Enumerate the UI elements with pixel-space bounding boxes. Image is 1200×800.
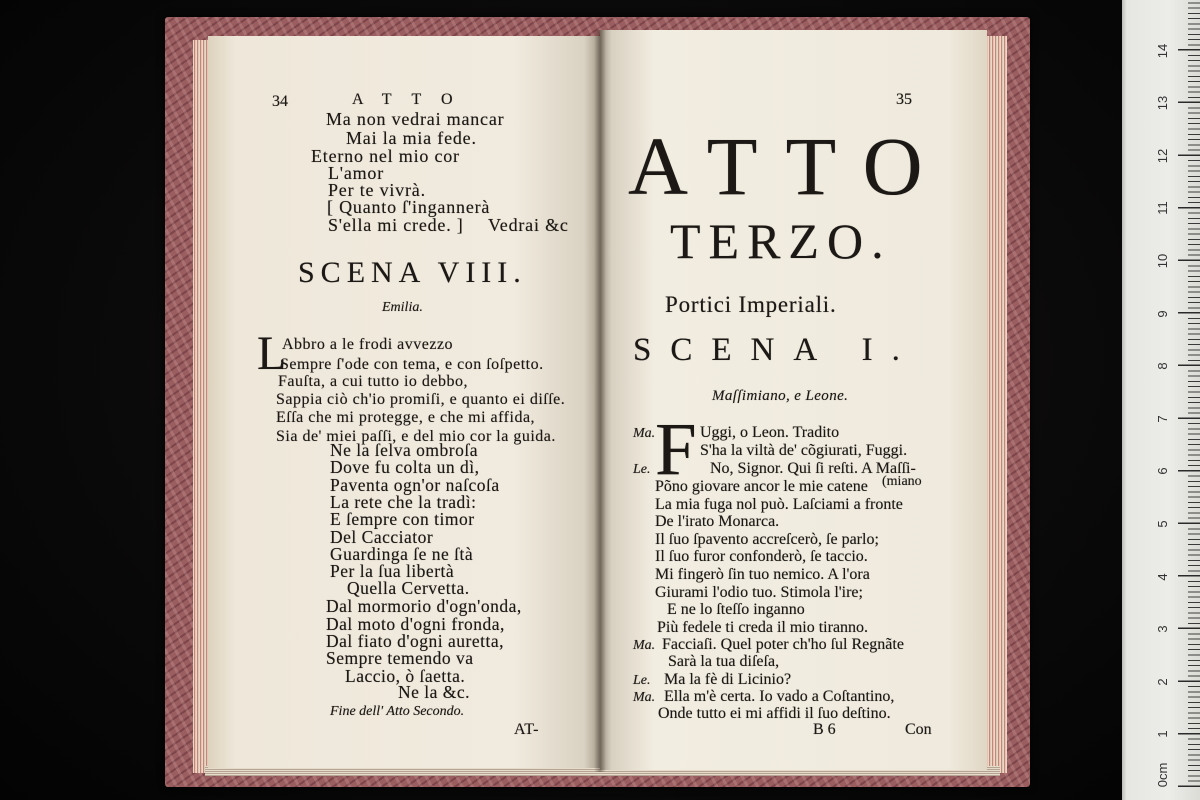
dialogue-line: Ella m'è certa. Io vado a Coſtantino, <box>664 688 895 705</box>
speaker-label: Le. <box>633 673 651 688</box>
recitative-line: Sappia ciò ch'io promiſi, e quanto ei diſſe. <box>276 391 566 408</box>
drop-cap: L <box>257 327 287 380</box>
aria-repeat-cue: Vedrai &c <box>488 215 569 235</box>
ruler-label: 6 <box>1155 467 1170 475</box>
ruler-label: 0cm <box>1155 762 1170 788</box>
dialogue-line: S'ha la viltà de' cõgiurati, Fuggi. <box>700 442 908 459</box>
aria-line: Dove fu colta un dì, <box>330 457 480 477</box>
act-title: ATTO <box>628 120 951 212</box>
running-head: ATTO <box>352 91 473 108</box>
dialogue-line: Giurami l'odio tuo. Stimola l'ire; <box>655 584 863 601</box>
recitative-line: Eſſa che mi protegge, e che mi affida, <box>276 409 536 426</box>
ruler-label: 14 <box>1155 43 1170 59</box>
aria-line: Dal moto d'ogni fronda, <box>326 614 505 634</box>
aria-line: Sempre temendo va <box>326 648 474 668</box>
page-number: 34 <box>272 93 288 110</box>
end-of-act-note: Fine dell' Atto Secondo. <box>330 704 465 719</box>
page-number: 35 <box>896 91 912 108</box>
recitative-line: Sempre ſ'ode con tema, e con ſoſpetto. <box>280 356 544 373</box>
aria-line: [ Quanto ſ'ingannerà <box>327 197 491 217</box>
aria-line: L'amor <box>328 163 385 183</box>
aria-line: E ſempre con timor <box>330 509 475 529</box>
dialogue-line: La mia fuga nol può. Laſciami a fronte <box>655 496 903 513</box>
character-name: Emilia. <box>382 300 423 315</box>
ruler-cm-ticks <box>1178 0 1200 787</box>
aria-line: Quella Cervetta. <box>347 578 470 598</box>
dialogue-line: No, Signor. Qui ſi reſti. A Maſſi- <box>710 460 916 477</box>
speaker-label: Ma. <box>633 426 656 441</box>
dialogue-line: Onde tutto ei mi affidi il ſuo deſtino. <box>658 705 891 722</box>
speaker-label: Ma. <box>633 638 656 653</box>
ruler-label: 12 <box>1155 148 1170 164</box>
scene-heading: SCENA I. <box>633 332 919 368</box>
aria-line: Guardinga ſe ne ſtà <box>330 544 474 564</box>
ruler-label: 3 <box>1155 625 1170 633</box>
aria-line: Laccio, ò ſaetta. <box>345 666 466 686</box>
catchword: AT- <box>514 721 539 738</box>
dialogue-line: Più fedele ti creda il mio tiranno. <box>657 619 869 636</box>
recitative-line: Sia de' miei paſſi, e del mio cor la guida. <box>276 428 556 445</box>
dialogue-line: Il ſuo ſpavento accreſcerò, ſe parlo; <box>655 531 879 548</box>
speaker-label: Ma. <box>633 690 656 705</box>
aria-line: Dal mormorio d'ogn'onda, <box>326 596 522 616</box>
ruler-label: 5 <box>1155 520 1170 528</box>
dialogue-line: Facciaſi. Quel poter ch'ho ſul Regnãte <box>662 636 904 653</box>
ruler-label: 8 <box>1155 362 1170 370</box>
aria-line: Ma non vedrai mancar <box>326 109 505 129</box>
aria-line: Dal fiato d'ogni auretta, <box>326 631 504 651</box>
aria-line: La rete che la tradì: <box>330 492 477 512</box>
aria-line: Del Cacciator <box>330 527 434 547</box>
aria-line: Per te vivrà. <box>328 180 426 200</box>
ruler-label: 11 <box>1155 201 1170 215</box>
aria-line: Mai la mia fede. <box>346 128 477 148</box>
aria-line: S'ella mi crede. ] <box>328 215 464 235</box>
word-overflow: (miano <box>882 474 922 489</box>
scene-setting: Portici Imperiali. <box>665 292 837 317</box>
speaker-label: Le. <box>633 462 651 477</box>
dialogue-line: Ma la fè di Licinio? <box>664 671 792 688</box>
dialogue-line: Mi fingerò ſin tuo nemico. A l'ora <box>655 566 870 583</box>
aria-line: Eterno nel mio cor <box>311 146 460 166</box>
drop-cap: F <box>655 408 697 491</box>
catchword: Con <box>905 721 932 738</box>
aria-line: Paventa ogn'or naſcoſa <box>330 475 500 495</box>
ruler-label: 4 <box>1155 573 1170 581</box>
dialogue-line: Sarà la tua diſeſa, <box>668 653 780 670</box>
character-list: Maſſimiano, e Leone. <box>712 388 849 404</box>
aria-line: Ne la ſelva ombroſa <box>330 440 478 460</box>
recitative-line: Abbro a le frodi avvezzo <box>282 336 454 353</box>
signature-mark: B 6 <box>813 721 836 738</box>
ruler-label: 9 <box>1155 310 1170 318</box>
ruler-label: 7 <box>1155 415 1170 423</box>
dialogue-line: De l'irato Monarca. <box>655 513 780 530</box>
dialogue-line: E ne lo ſteſſo inganno <box>667 601 805 618</box>
dialogue-line: Uggi, o Leon. Tradito <box>700 424 840 441</box>
aria-line: Per la ſua libertà <box>330 561 455 581</box>
act-number: TERZO. <box>670 213 892 269</box>
ruler-label: 1 <box>1155 730 1170 738</box>
ruler-label: 2 <box>1155 678 1170 686</box>
dialogue-line: Põno giovare ancor le mie catene <box>655 478 868 495</box>
recitative-line: Fauſta, a cui tutto io debbo, <box>278 373 469 390</box>
ruler-label: 13 <box>1155 95 1170 111</box>
scene-heading: SCENA VIII. <box>298 256 527 289</box>
da-capo-cue: Ne la &c. <box>398 682 471 702</box>
ruler-label: 10 <box>1155 253 1170 269</box>
dialogue-line: Il ſuo furor confonderò, ſe taccio. <box>655 548 868 565</box>
